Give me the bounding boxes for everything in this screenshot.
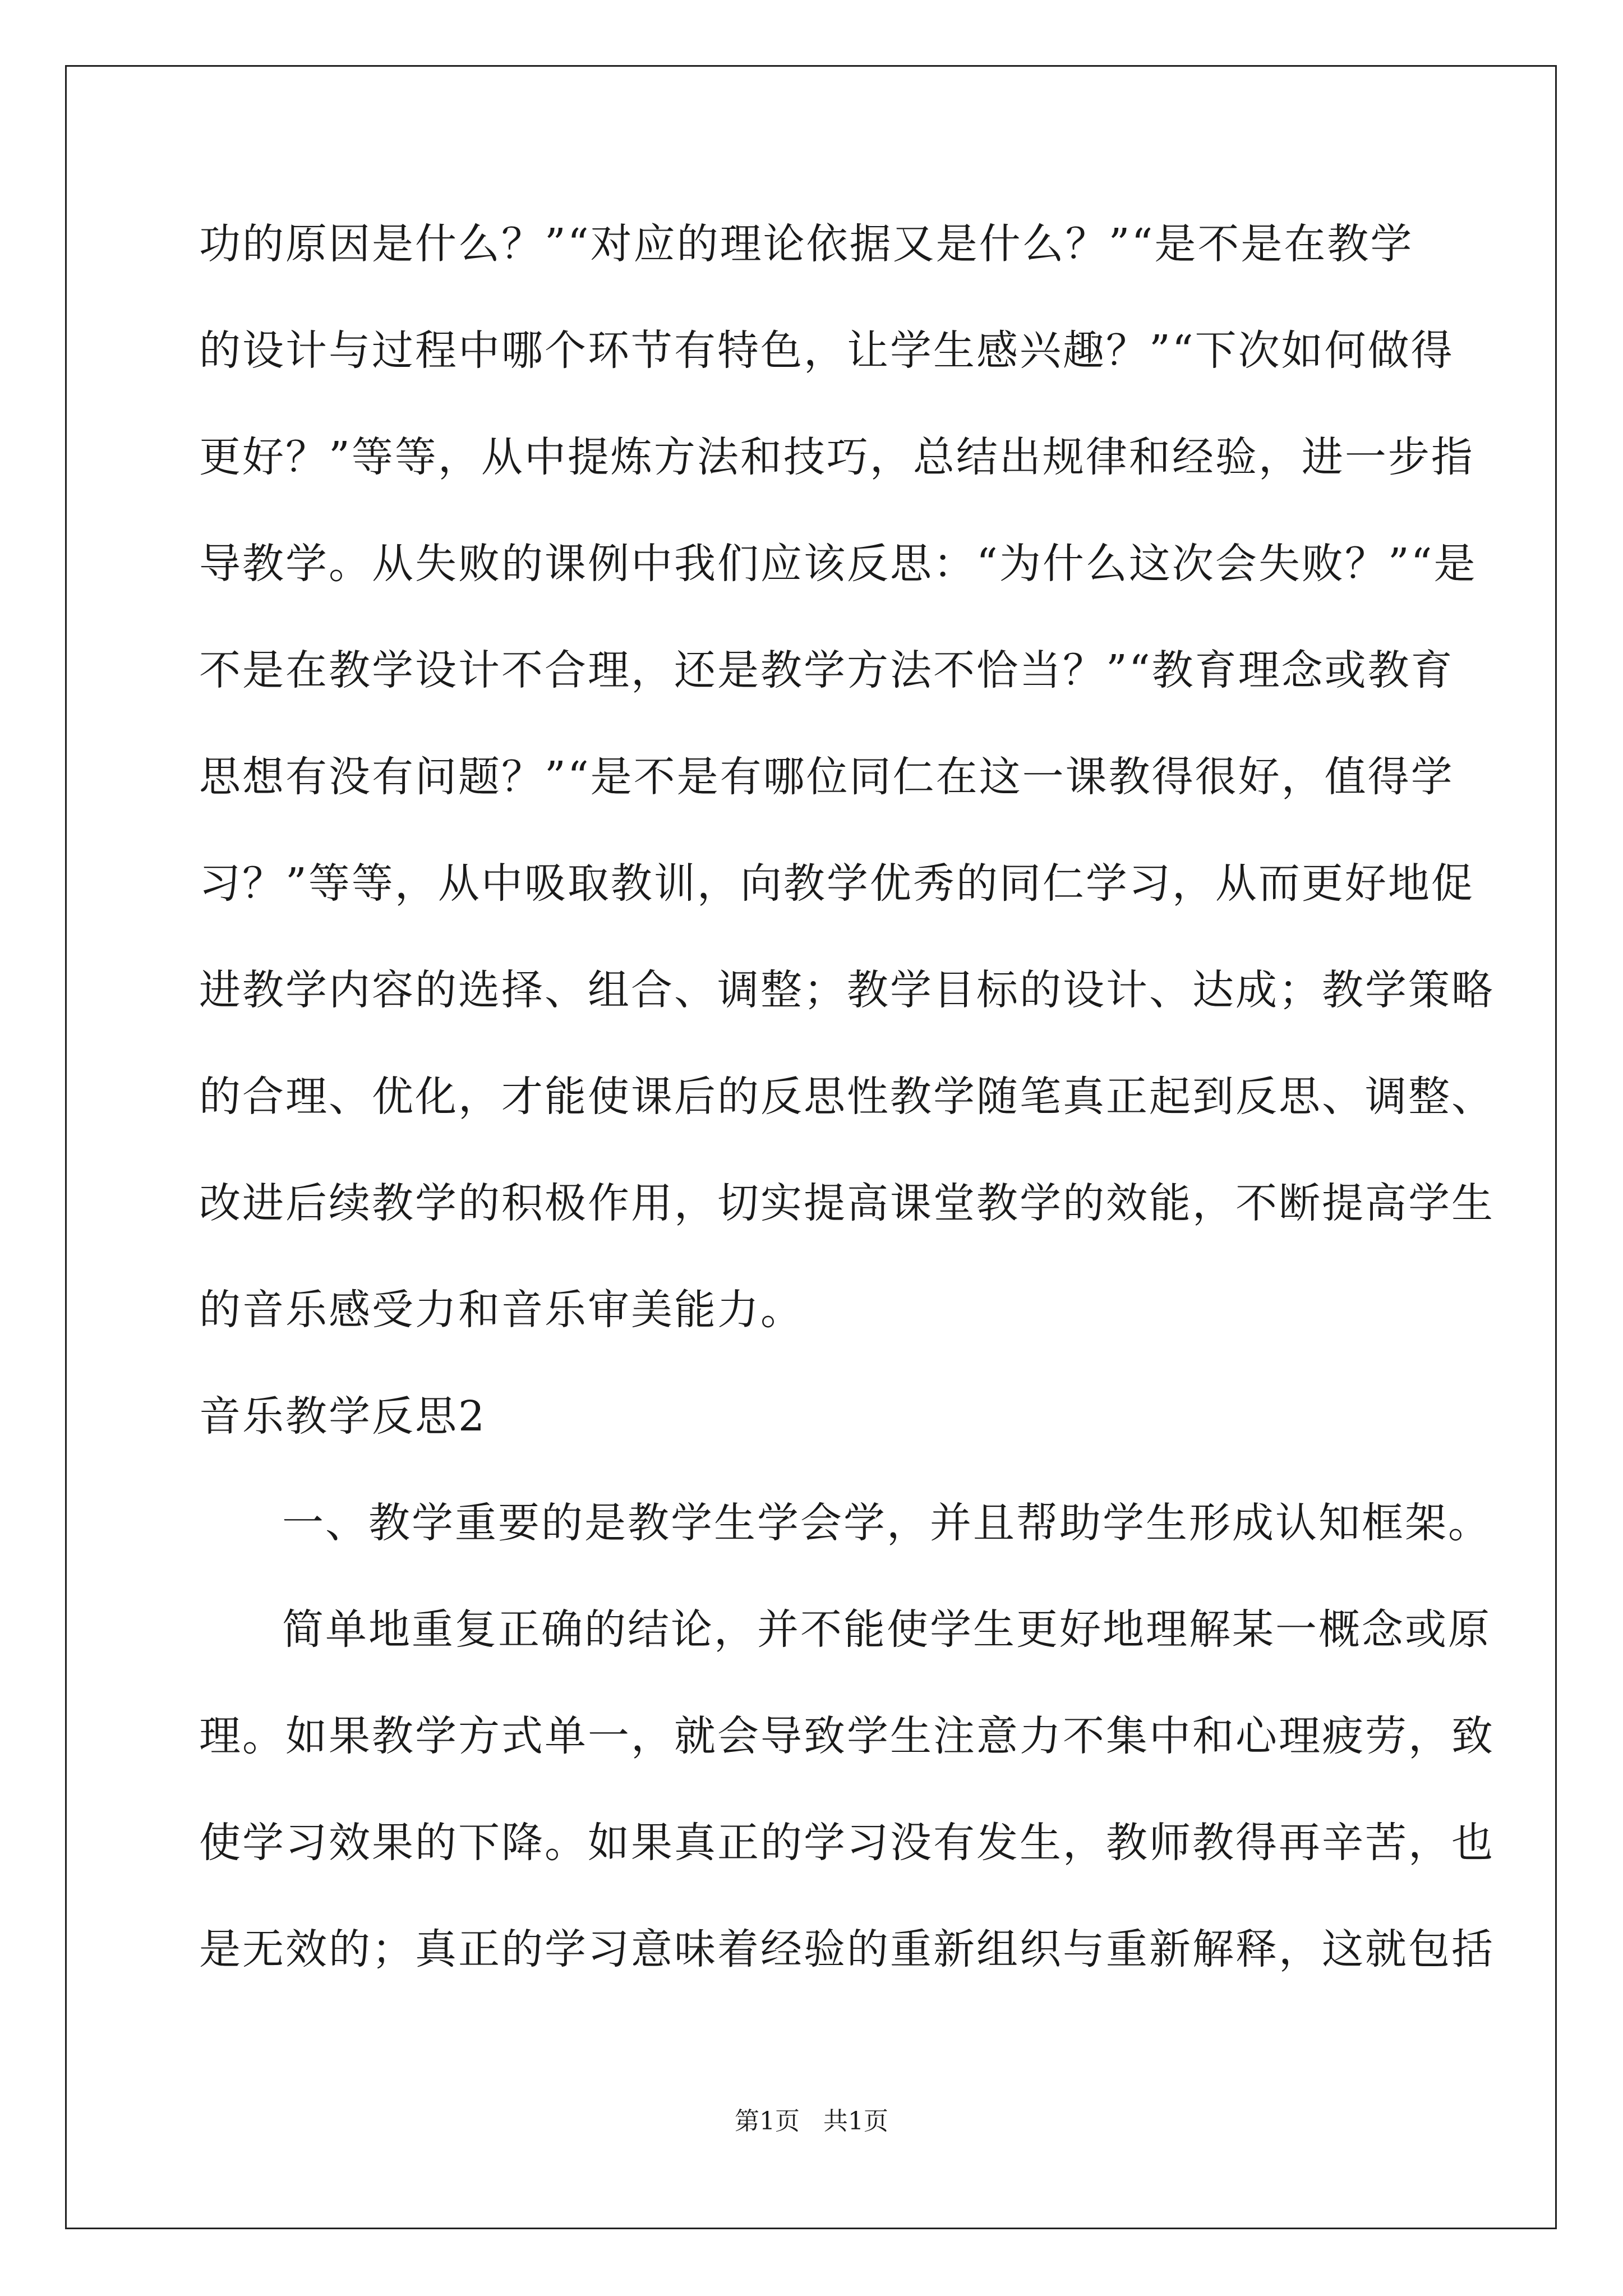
point-heading: 一、教学重要的是教学生学会学，并且帮助学生形成认知框架。: [282, 1499, 1491, 1547]
text-line: 功的原因是什么？”“对应的理论依据又是什么？”“是不是在教学: [199, 220, 1414, 268]
text-line: 的合理、优化，才能使课后的反思性教学随笔真正起到反思、调整、: [199, 1073, 1495, 1121]
document-body: [199, 213, 1495, 2025]
text-line: 进教学内容的选择、组合、调整；教学目标的设计、达成；教学策略: [199, 966, 1495, 1014]
text-line: 更好？”等等，从中提炼方法和技巧，总结出规律和经验，进一步指: [199, 433, 1474, 481]
text-line: 的音乐感受力和音乐审美能力。: [199, 1286, 804, 1334]
section-title: 音乐教学反思2: [199, 1392, 487, 1441]
text-line: 简单地重复正确的结论，并不能使学生更好地理解某一概念或原: [282, 1605, 1491, 1654]
text-line: 思想有没有问题？”“是不是有哪位同仁在这一课教得很好，值得学: [199, 753, 1454, 801]
text-line: 理。如果教学方式单一，就会导致学生注意力不集中和心理疲劳，致: [199, 1712, 1495, 1760]
text-line: 改进后续教学的积极作用，切实提高课堂教学的效能，不断提高学生: [199, 1179, 1495, 1227]
text-line: 的设计与过程中哪个环节有特色，让学生感兴趣？”“下次如何做得: [199, 326, 1454, 375]
text-line: 导教学。从失败的课例中我们应该反思：“为什么这次会失败？”“是: [199, 540, 1477, 588]
text-line: 不是在教学设计不合理，还是教学方法不恰当？”“教育理念或教育: [199, 646, 1454, 694]
text-line: 使学习效果的下降。如果真正的学习没有发生，教师教得再辛苦，也: [199, 1819, 1495, 1867]
text-line: 习？”等等，从中吸取教训，向教学优秀的同仁学习，从而更好地促: [199, 859, 1474, 908]
page-number-footer: 第1页 共1页: [735, 2107, 888, 2136]
text-line: 是无效的；真正的学习意味着经验的重新组织与重新解释，这就包括: [199, 1925, 1495, 1973]
